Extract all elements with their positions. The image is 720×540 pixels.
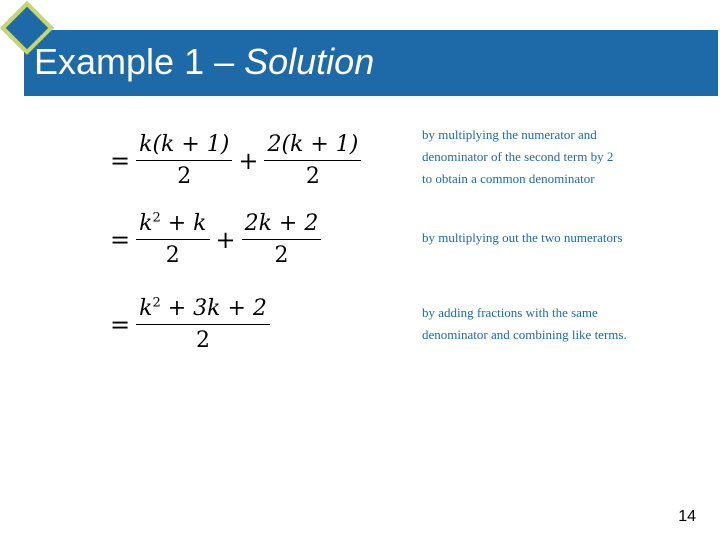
step-1-explanation	[422, 124, 682, 190]
equation-step-2	[106, 211, 323, 268]
fraction-denominator: 2	[305, 164, 320, 189]
page-number: 14	[678, 508, 696, 525]
fraction-2	[242, 211, 322, 268]
fraction-denominator: 2	[165, 243, 180, 268]
fraction-denominator: 2	[196, 328, 210, 353]
explanation-line: by multiplying the numerator and	[422, 127, 597, 142]
fraction-denominator: 2	[177, 164, 192, 189]
slide-title-italic: Solution	[244, 41, 375, 82]
equation-step-3	[106, 296, 272, 353]
fraction-numerator: 2(k + 1)	[264, 132, 361, 161]
fraction-1	[136, 132, 232, 189]
equals-sign: =	[110, 146, 131, 175]
equals-sign: =	[110, 310, 131, 339]
fraction-2	[264, 132, 361, 189]
numerator-exponent: 2	[152, 295, 161, 311]
step-3-explanation	[422, 302, 682, 346]
numerator-exponent: 2	[152, 210, 161, 226]
step-2-explanation	[422, 227, 682, 249]
explanation-line: denominator and combining like terms.	[422, 327, 627, 342]
numerator-base: k	[139, 296, 153, 321]
fraction-1	[136, 211, 209, 268]
equals-sign: =	[110, 225, 131, 254]
explanation-line: denominator of the second term by 2	[422, 149, 614, 164]
continued-label: cont’d	[667, 102, 708, 119]
fraction-numerator	[136, 211, 209, 240]
fraction-numerator	[136, 296, 270, 325]
numerator-rest: + k	[160, 211, 207, 236]
explanation-line: by adding fractions with the same	[422, 305, 598, 320]
fraction-denominator: 2	[274, 243, 289, 268]
fraction-1	[136, 296, 270, 353]
slide-title-prefix: Example 1 –	[34, 41, 245, 82]
numerator-rest: + 3k + 2	[160, 296, 267, 321]
explanation-line: by multiplying out the two numerators	[422, 230, 623, 245]
plus-sign: +	[238, 146, 259, 175]
equation-step-1	[106, 132, 363, 189]
plus-sign: +	[215, 225, 236, 254]
numerator-base: k	[139, 211, 153, 236]
fraction-numerator: k(k + 1)	[136, 132, 232, 161]
explanation-line: to obtain a common denominator	[422, 171, 595, 186]
slide-title	[34, 40, 374, 84]
fraction-numerator: 2k + 2	[242, 211, 322, 240]
